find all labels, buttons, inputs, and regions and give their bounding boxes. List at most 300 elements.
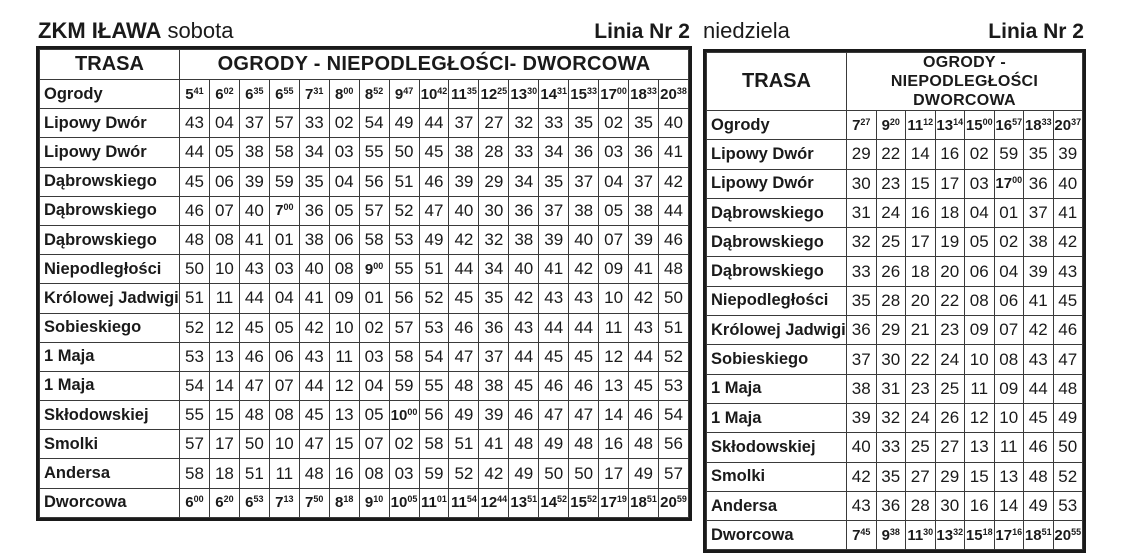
time-cell: 48	[239, 401, 269, 430]
time-cell: 46	[659, 225, 689, 254]
time-cell: 35	[299, 167, 329, 196]
time-cell: 42	[847, 462, 877, 491]
time-cell: 56	[359, 167, 389, 196]
time-cell: 03	[329, 138, 359, 167]
time-cell: 50	[659, 284, 689, 313]
time-cell: 09	[599, 255, 629, 284]
time-cell: 47	[449, 342, 479, 371]
time-cell: 05	[209, 138, 239, 167]
time-cell: 46	[539, 371, 569, 400]
time-cell: 48	[180, 225, 210, 254]
time-cell: 14	[906, 140, 936, 169]
table-row	[40, 138, 689, 167]
time-cell: 59	[994, 140, 1024, 169]
time-cell: 39	[847, 403, 877, 432]
time-cell: 23	[935, 316, 965, 345]
time-cell: 25	[935, 374, 965, 403]
time-cell: 13	[994, 462, 1024, 491]
time-cell: 36	[479, 313, 509, 342]
table-row	[40, 371, 689, 400]
time-cell: 38	[1024, 228, 1054, 257]
time-cell: 29	[847, 140, 877, 169]
time-cell: 58	[269, 138, 299, 167]
time-cell: 17	[209, 430, 239, 459]
time-cell: 50	[569, 459, 599, 488]
time-cell: 43	[1024, 345, 1054, 374]
stop-name: Dąbrowskiego	[707, 257, 847, 286]
time-cell: 15	[965, 462, 995, 491]
table-row	[40, 196, 689, 225]
route-heading: OGRODY - NIEPODLEGŁOŚCI- DWORCOWA	[180, 50, 689, 80]
table-row	[40, 80, 689, 109]
time-cell: $10^{42}$	[419, 80, 449, 109]
time-cell: 06	[994, 286, 1024, 315]
time-cell: 46	[239, 342, 269, 371]
time-cell: $6^{53}$	[239, 488, 269, 517]
time-cell: 35	[1024, 140, 1054, 169]
time-cell: 43	[629, 313, 659, 342]
time-cell: 40	[449, 196, 479, 225]
time-cell: 29	[935, 462, 965, 491]
stop-name: Lipowy Dwór	[40, 138, 180, 167]
day-label-saturday: sobota	[167, 18, 234, 43]
stop-name: Lipowy Dwór	[707, 140, 847, 169]
stop-name: Dąbrowskiego	[707, 228, 847, 257]
time-cell: 46	[449, 313, 479, 342]
time-cell: 49	[539, 430, 569, 459]
route-heading-line2: DWORCOWA	[913, 92, 1016, 109]
time-cell: 10	[329, 313, 359, 342]
time-cell: 58	[359, 225, 389, 254]
table-row	[707, 316, 1083, 345]
time-cell: $12^{25}$	[479, 80, 509, 109]
time-cell: $18^{33}$	[629, 80, 659, 109]
time-cell: 37	[847, 345, 877, 374]
time-cell: 41	[479, 430, 509, 459]
time-cell: 39	[479, 401, 509, 430]
table-row	[40, 401, 689, 430]
stop-name: Dworcowa	[707, 521, 847, 550]
time-cell: 16	[965, 491, 995, 520]
time-cell: 33	[299, 109, 329, 138]
time-cell: 38	[847, 374, 877, 403]
time-cell: $9^{47}$	[389, 80, 419, 109]
time-cell: 49	[509, 459, 539, 488]
time-cell: 36	[847, 316, 877, 345]
time-cell: 43	[569, 284, 599, 313]
saturday-table-frame	[36, 46, 692, 521]
time-cell: 54	[659, 401, 689, 430]
time-cell: 44	[659, 196, 689, 225]
sunday-table-frame	[703, 49, 1086, 553]
time-cell: 35	[539, 167, 569, 196]
time-cell: 01	[359, 284, 389, 313]
time-cell: 38	[299, 225, 329, 254]
time-cell: 06	[329, 225, 359, 254]
table-row	[707, 491, 1083, 520]
time-cell: $15^{00}$	[965, 111, 995, 140]
time-cell: 12	[599, 342, 629, 371]
time-cell: 06	[965, 257, 995, 286]
time-cell: 37	[629, 167, 659, 196]
time-cell: 44	[539, 313, 569, 342]
time-cell: 52	[389, 196, 419, 225]
time-cell: $7^{00}$	[269, 196, 299, 225]
time-cell: 25	[906, 433, 936, 462]
time-cell: 59	[269, 167, 299, 196]
sunday-timetable	[703, 14, 1092, 553]
time-cell: 25	[876, 228, 906, 257]
time-cell: 39	[1024, 257, 1054, 286]
time-cell: 42	[299, 313, 329, 342]
time-cell: 04	[209, 109, 239, 138]
time-cell: 50	[1053, 433, 1083, 462]
table-row	[40, 313, 689, 342]
time-cell: 15	[209, 401, 239, 430]
time-cell: 34	[299, 138, 329, 167]
time-cell: 14	[994, 491, 1024, 520]
time-cell: 04	[965, 198, 995, 227]
time-cell: 47	[299, 430, 329, 459]
stop-name: Dąbrowskiego	[40, 167, 180, 196]
table-row	[707, 286, 1083, 315]
time-cell: 30	[479, 196, 509, 225]
time-cell: 24	[906, 403, 936, 432]
time-cell: 44	[299, 371, 329, 400]
time-cell: 14	[599, 401, 629, 430]
time-cell: 49	[1024, 491, 1054, 520]
time-cell: 08	[209, 225, 239, 254]
time-cell: 47	[1053, 345, 1083, 374]
time-cell: 38	[629, 196, 659, 225]
time-cell: 08	[359, 459, 389, 488]
time-cell: 30	[935, 491, 965, 520]
time-cell: 36	[569, 138, 599, 167]
time-cell: 16	[329, 459, 359, 488]
time-cell: 17	[599, 459, 629, 488]
time-cell: 38	[449, 138, 479, 167]
time-cell: 56	[659, 430, 689, 459]
time-cell: 12	[209, 313, 239, 342]
stop-name: Ogrody	[40, 80, 180, 109]
time-cell: 05	[269, 313, 299, 342]
time-cell: 49	[449, 401, 479, 430]
time-cell: 03	[599, 138, 629, 167]
time-cell: 35	[847, 286, 877, 315]
time-cell: 03	[269, 255, 299, 284]
table-row	[707, 257, 1083, 286]
time-cell: 41	[239, 225, 269, 254]
time-cell: $6^{20}$	[209, 488, 239, 517]
time-cell: 44	[239, 284, 269, 313]
time-cell: 01	[994, 198, 1024, 227]
time-cell: $8^{18}$	[329, 488, 359, 517]
time-cell: 42	[1053, 228, 1083, 257]
time-cell: 48	[659, 255, 689, 284]
time-cell: 09	[329, 284, 359, 313]
time-cell: 46	[509, 401, 539, 430]
time-cell: 42	[659, 167, 689, 196]
time-cell: 46	[180, 196, 210, 225]
time-cell: 51	[180, 284, 210, 313]
time-cell: 41	[1053, 198, 1083, 227]
stop-name: Skłodowskiej	[707, 433, 847, 462]
time-cell: $18^{51}$	[1024, 521, 1054, 550]
table-row	[40, 488, 689, 517]
time-cell: 11	[965, 374, 995, 403]
stop-name: Królowej Jadwigi	[707, 316, 847, 345]
time-cell: 36	[299, 196, 329, 225]
time-cell: 45	[449, 284, 479, 313]
time-cell: 38	[509, 225, 539, 254]
time-cell: 40	[569, 225, 599, 254]
time-cell: 45	[1053, 286, 1083, 315]
brand-title: ZKM IŁAWA	[38, 18, 162, 43]
time-cell: 44	[449, 255, 479, 284]
time-cell: 58	[180, 459, 210, 488]
time-cell: 10	[994, 403, 1024, 432]
time-cell: 37	[479, 342, 509, 371]
trasa-heading: TRASA	[40, 50, 180, 80]
time-cell: 04	[359, 371, 389, 400]
time-cell: $15^{18}$	[965, 521, 995, 550]
time-cell: 43	[847, 491, 877, 520]
stop-name: Lipowy Dwór	[40, 109, 180, 138]
time-cell: 18	[906, 257, 936, 286]
time-cell: $18^{33}$	[1024, 111, 1054, 140]
time-cell: 57	[180, 430, 210, 459]
time-cell: 44	[1024, 374, 1054, 403]
time-cell: 40	[1053, 169, 1083, 198]
time-cell: 22	[906, 345, 936, 374]
time-cell: $6^{02}$	[209, 80, 239, 109]
time-cell: 42	[629, 284, 659, 313]
time-cell: 57	[659, 459, 689, 488]
stop-name: Smolki	[40, 430, 180, 459]
time-cell: 21	[906, 316, 936, 345]
route-heading	[847, 53, 1083, 111]
time-cell: $12^{44}$	[479, 488, 509, 517]
time-cell: $6^{35}$	[239, 80, 269, 109]
time-cell: 07	[359, 430, 389, 459]
time-cell: 45	[180, 167, 210, 196]
time-cell: 08	[965, 286, 995, 315]
time-cell: 51	[239, 459, 269, 488]
time-cell: 53	[419, 313, 449, 342]
time-cell: 23	[906, 374, 936, 403]
time-cell: 04	[599, 167, 629, 196]
time-cell: 51	[659, 313, 689, 342]
time-cell: 01	[269, 225, 299, 254]
time-cell: 04	[329, 167, 359, 196]
time-cell: $20^{55}$	[1053, 521, 1083, 550]
saturday-header	[36, 14, 692, 46]
saturday-table	[39, 49, 689, 518]
time-cell: 46	[419, 167, 449, 196]
time-cell: 53	[659, 371, 689, 400]
time-cell: 48	[449, 371, 479, 400]
time-cell: 56	[419, 401, 449, 430]
table-row	[707, 433, 1083, 462]
time-cell: $11^{01}$	[419, 488, 449, 517]
time-cell: 52	[659, 342, 689, 371]
time-cell: 45	[629, 371, 659, 400]
time-cell: 20	[935, 257, 965, 286]
time-cell: 45	[1024, 403, 1054, 432]
table-row	[40, 167, 689, 196]
time-cell: 17	[906, 228, 936, 257]
time-cell: $17^{16}$	[994, 521, 1024, 550]
table-row	[40, 342, 689, 371]
time-cell: 17	[935, 169, 965, 198]
table-row	[40, 284, 689, 313]
time-cell: $9^{38}$	[876, 521, 906, 550]
stop-name: Lipowy Dwór	[707, 169, 847, 198]
time-cell: 37	[239, 109, 269, 138]
time-cell: 04	[269, 284, 299, 313]
time-cell: 35	[569, 109, 599, 138]
time-cell: 46	[1024, 433, 1054, 462]
line-label-sunday: Linia Nr 2	[988, 20, 1084, 43]
time-cell: 12	[329, 371, 359, 400]
time-cell: 39	[539, 225, 569, 254]
time-cell: 38	[479, 371, 509, 400]
table-row	[707, 462, 1083, 491]
time-cell: $17^{19}$	[599, 488, 629, 517]
time-cell: 47	[569, 401, 599, 430]
time-cell: $11^{30}$	[906, 521, 936, 550]
time-cell: 51	[419, 255, 449, 284]
stop-name: Andersa	[40, 459, 180, 488]
time-cell: 39	[1053, 140, 1083, 169]
time-cell: 40	[299, 255, 329, 284]
time-cell: $7^{27}$	[847, 111, 877, 140]
time-cell: 26	[876, 257, 906, 286]
table-row	[707, 111, 1083, 140]
time-cell: 29	[876, 316, 906, 345]
table-row	[707, 374, 1083, 403]
time-cell: 31	[847, 198, 877, 227]
time-cell: 39	[629, 225, 659, 254]
time-cell: 40	[659, 109, 689, 138]
time-cell: 29	[479, 167, 509, 196]
time-cell: 28	[906, 491, 936, 520]
time-cell: 44	[180, 138, 210, 167]
time-cell: 02	[389, 430, 419, 459]
time-cell: 27	[935, 433, 965, 462]
time-cell: $6^{00}$	[180, 488, 210, 517]
time-cell: 16	[599, 430, 629, 459]
time-cell: 48	[629, 430, 659, 459]
time-cell: 02	[329, 109, 359, 138]
time-cell: $6^{55}$	[269, 80, 299, 109]
time-cell: 41	[299, 284, 329, 313]
time-cell: $13^{51}$	[509, 488, 539, 517]
time-cell: 07	[209, 196, 239, 225]
time-cell: 48	[1024, 462, 1054, 491]
table-row	[707, 169, 1083, 198]
table-row	[40, 459, 689, 488]
time-cell: 03	[359, 342, 389, 371]
time-cell: 59	[419, 459, 449, 488]
time-cell: 57	[389, 313, 419, 342]
stop-name: 1 Maja	[40, 342, 180, 371]
time-cell: 08	[269, 401, 299, 430]
time-cell: 49	[629, 459, 659, 488]
time-cell: 23	[876, 169, 906, 198]
time-cell: 05	[599, 196, 629, 225]
time-cell: 11	[994, 433, 1024, 462]
time-cell: 02	[965, 140, 995, 169]
time-cell: 43	[1053, 257, 1083, 286]
time-cell: 32	[509, 109, 539, 138]
time-cell: 26	[935, 403, 965, 432]
time-cell: 27	[906, 462, 936, 491]
time-cell: 07	[269, 371, 299, 400]
time-cell: 05	[329, 196, 359, 225]
time-cell: $11^{12}$	[906, 111, 936, 140]
time-cell: $11^{54}$	[449, 488, 479, 517]
time-cell: $9^{10}$	[359, 488, 389, 517]
time-cell: 35	[876, 462, 906, 491]
time-cell: $17^{00}$	[599, 80, 629, 109]
stop-name: 1 Maja	[40, 371, 180, 400]
saturday-timetable	[36, 14, 692, 521]
time-cell: 38	[239, 138, 269, 167]
time-cell: 13	[965, 433, 995, 462]
table-row	[40, 255, 689, 284]
time-cell: $14^{52}$	[539, 488, 569, 517]
time-cell: 45	[239, 313, 269, 342]
time-cell: 43	[539, 284, 569, 313]
time-cell: 49	[1053, 403, 1083, 432]
stop-name: Dąbrowskiego	[707, 198, 847, 227]
time-cell: 22	[935, 286, 965, 315]
time-cell: 45	[419, 138, 449, 167]
time-cell: 18	[935, 198, 965, 227]
time-cell: 43	[180, 109, 210, 138]
time-cell: 35	[479, 284, 509, 313]
time-cell: 05	[965, 228, 995, 257]
time-cell: 37	[569, 167, 599, 196]
time-cell: 04	[994, 257, 1024, 286]
stop-name: Dworcowa	[40, 488, 180, 517]
time-cell: $15^{52}$	[569, 488, 599, 517]
stop-name: Skłodowskiej	[40, 401, 180, 430]
line-label-saturday: Linia Nr 2	[594, 20, 690, 43]
time-cell: 53	[1053, 491, 1083, 520]
time-cell: 55	[180, 401, 210, 430]
time-cell: 15	[906, 169, 936, 198]
table-row	[707, 403, 1083, 432]
stop-name: Sobieskiego	[40, 313, 180, 342]
time-cell: 13	[209, 342, 239, 371]
time-cell: 48	[1053, 374, 1083, 403]
time-cell: 42	[479, 459, 509, 488]
time-cell: 43	[509, 313, 539, 342]
time-cell: $18^{51}$	[629, 488, 659, 517]
time-cell: 43	[239, 255, 269, 284]
stop-name: 1 Maja	[707, 374, 847, 403]
time-cell: 18	[209, 459, 239, 488]
sunday-header	[703, 14, 1092, 46]
time-cell: $7^{13}$	[269, 488, 299, 517]
time-cell: 48	[509, 430, 539, 459]
time-cell: 48	[569, 430, 599, 459]
time-cell: 45	[509, 371, 539, 400]
time-cell: 28	[479, 138, 509, 167]
time-cell: 32	[479, 225, 509, 254]
